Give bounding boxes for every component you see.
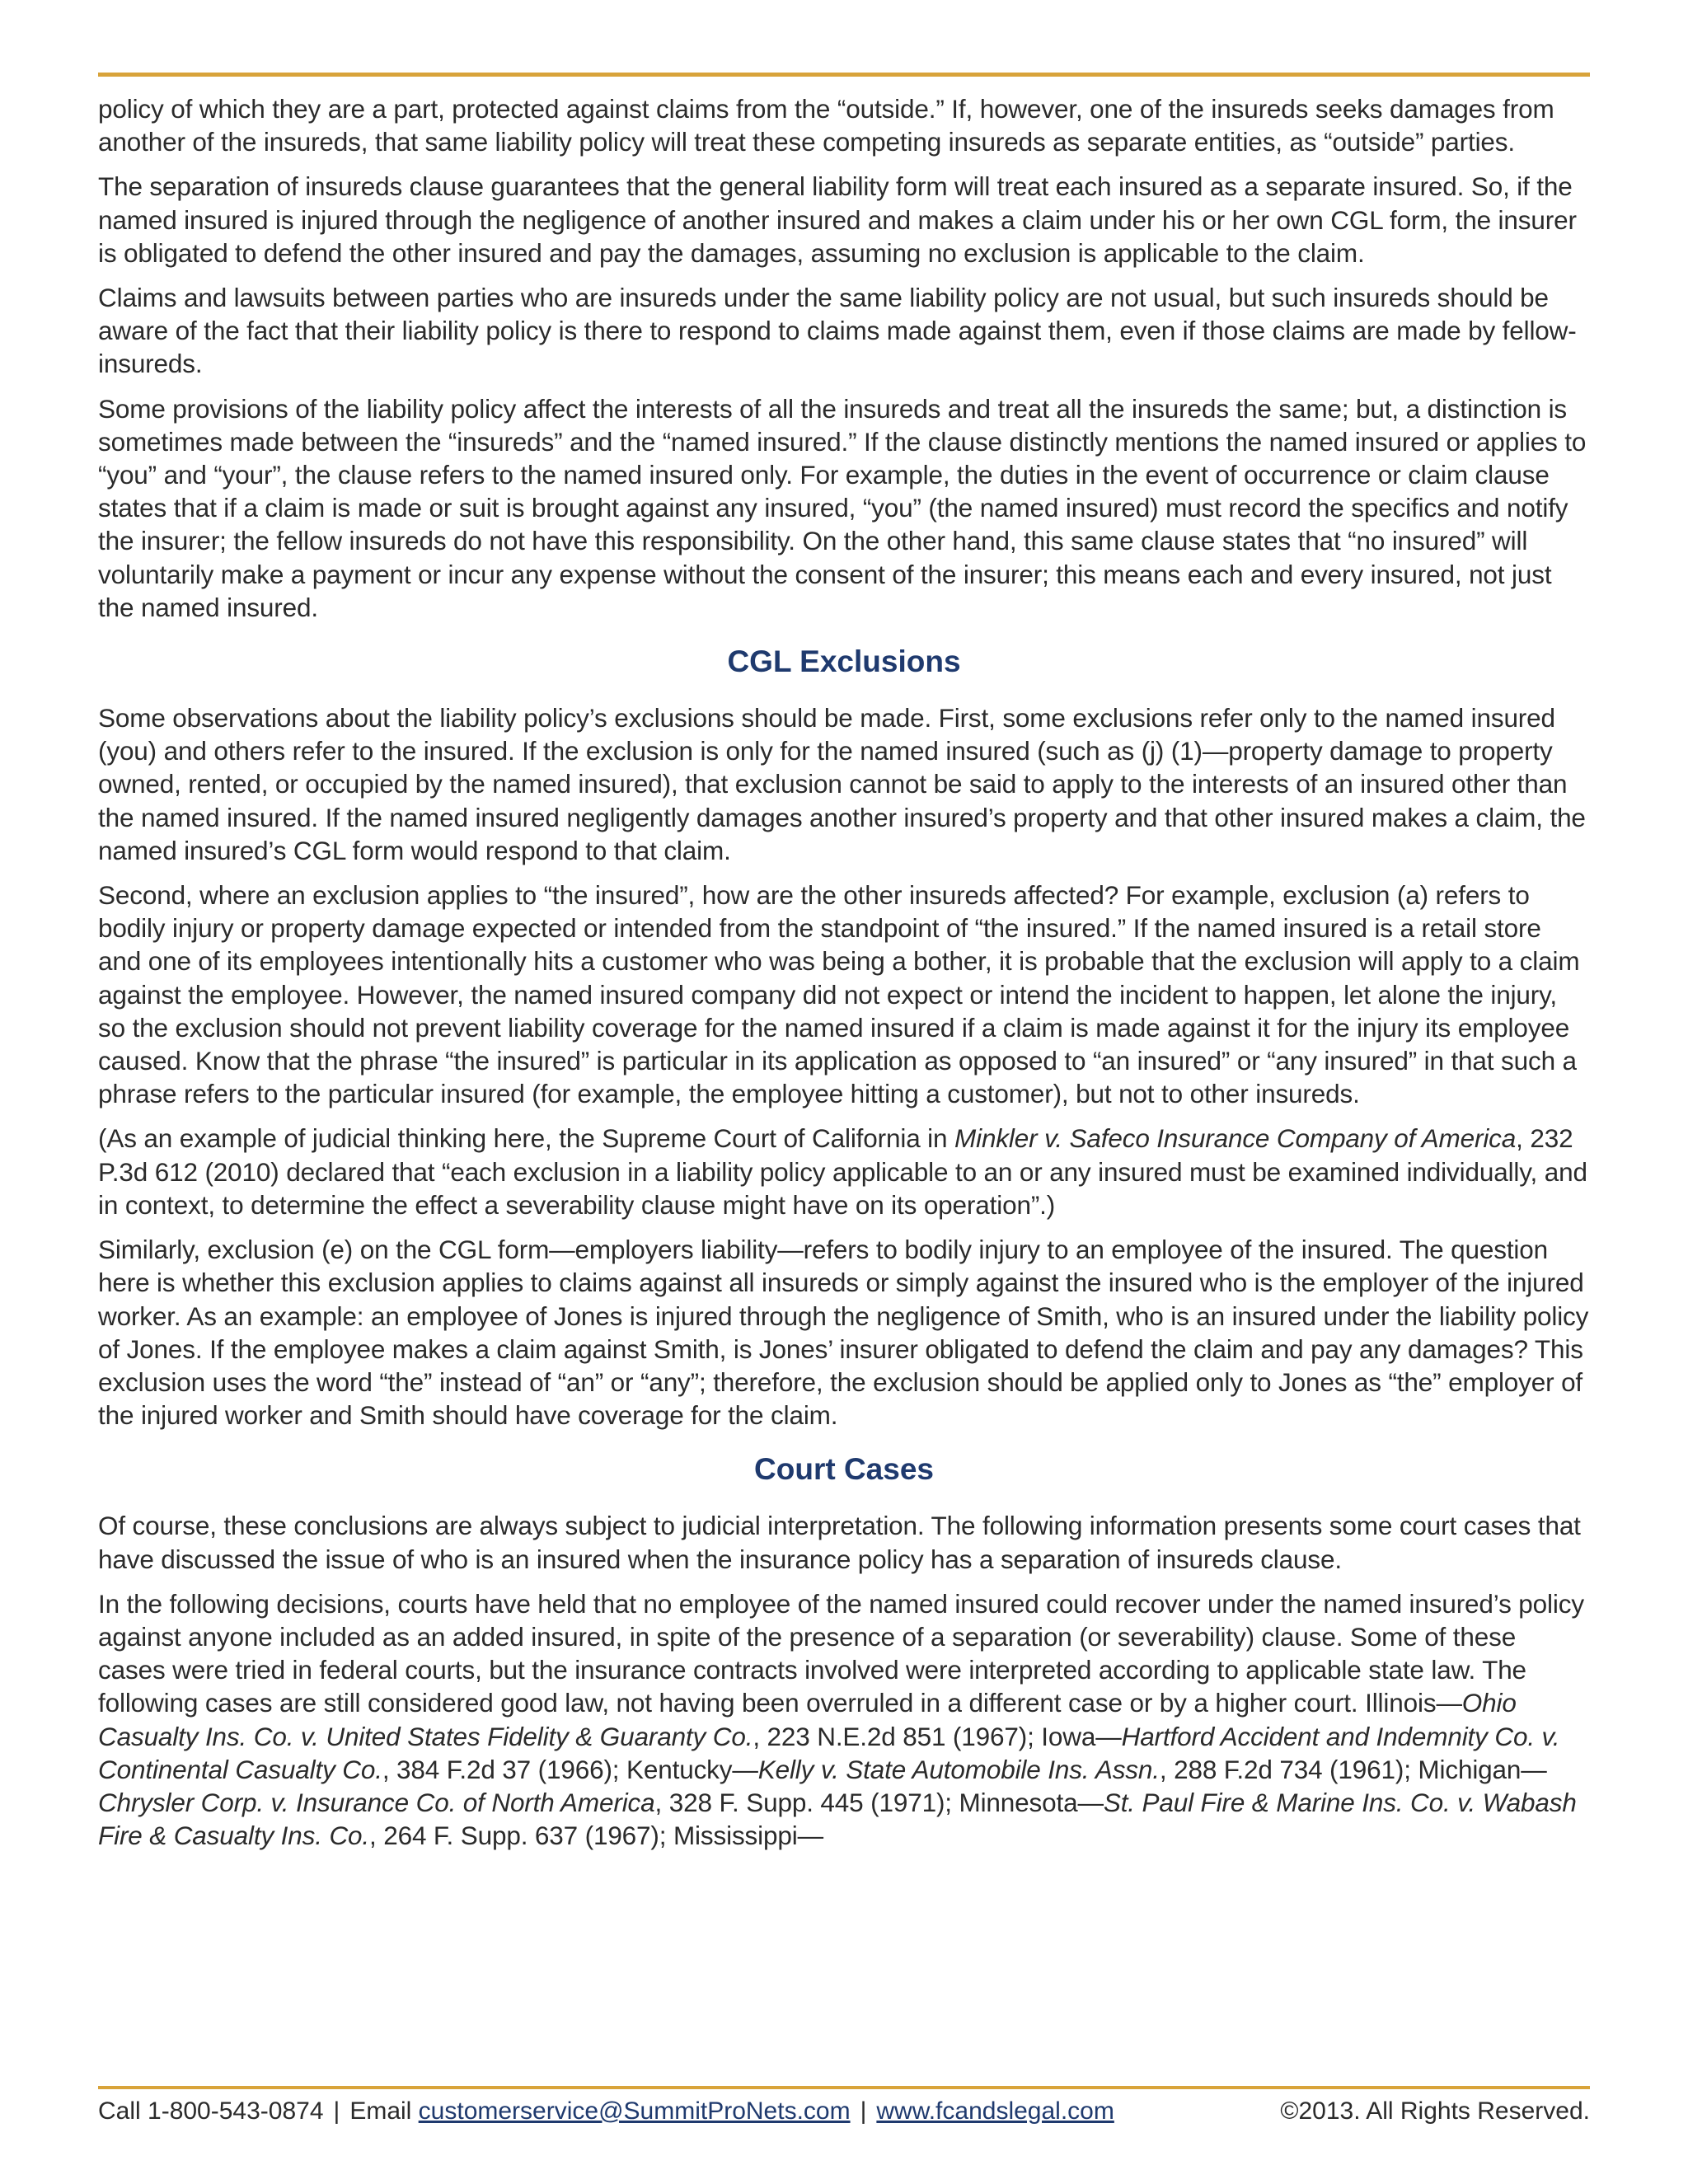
body-paragraph: The separation of insureds clause guarantees that the general liability form will treat each insured as a separate insured. So, if the named insured is injured through the negligence of another insured and makes a claim under his or her own CGL form, the insurer is obligated to defend the other insured and pay the damages, assuming no exclusion is applicable to the claim. bbox=[98, 171, 1577, 268]
top-rule bbox=[98, 73, 1590, 77]
case-name: Ohio Casualty Ins. Co. v. United States Fidelity & Guaranty Co. bbox=[98, 1688, 1517, 1751]
footer-phone: Call 1-800-543-0874 bbox=[98, 2097, 324, 2125]
state-label: Michigan— bbox=[1418, 1754, 1547, 1784]
minkler-case-name: Minkler v. Safeco Insurance Company of America bbox=[954, 1123, 1517, 1154]
state-label: Minnesota— bbox=[959, 1787, 1104, 1817]
section-heading-court-cases: Court Cases bbox=[754, 1452, 934, 1487]
case-name: Kelly v. State Automobile Ins. Assn. bbox=[757, 1754, 1160, 1784]
body-paragraph: Similarly, exclusion (e) on the CGL form—employers liability—refers to bodily injury to an employee of the insured. The question here is whether this exclusion applies to claims against all insureds or simply against the insured who is the employer of the injured worker. As an example: an employee of Jones is injured through the negligence of Smith, who is an insured under the liability policy of Jones. If the employee makes a claim against Smith, is Jones’ insurer obligated to defend the claim and pay any damages? This exclusion uses the word “the” instead of “an” or “any”; therefore, the exclusion should be applied only to Jones as “the” employer of the injured worker and Smith should have coverage for the claim. bbox=[98, 1235, 1589, 1431]
section-heading-cgl-exclusions: CGL Exclusions bbox=[727, 644, 961, 679]
footer-contact bbox=[98, 2093, 1114, 2130]
footer-website-link[interactable]: www.fcandslegal.com bbox=[876, 2097, 1114, 2125]
case-citation: , 288 F.2d 734 (1961); bbox=[1159, 1754, 1418, 1784]
case-name: Hartford Accident and Indemnity Co. v. Continental Casualty Co. bbox=[98, 1721, 1560, 1784]
case-citation: , 384 F.2d 37 (1966); bbox=[382, 1754, 626, 1784]
body-paragraph: Some observations about the liability policy’s exclusions should be made. First, some exclusions refer only to the named insured (you) and others refer to the insured. If the exclusion is only for the named insured (such as (j) (1)—property damage to property owned, rented, or occupied by the named insured), that exclusion cannot be said to apply to the interests of an insured other than the named insured. If the named insured negligently damages another insured’s property and that other insured makes a claim, the named insured’s CGL form would respond to that claim. bbox=[98, 703, 1586, 865]
court-cases-intro: In the following decisions, courts have held that no employee of the named insured could recover under the named insured’s policy against anyone included as an added insured, in spite of the presence of a separation (or severability) clause. Some of these cases were tried in federal courts, but the insurance contracts involved were interpreted according to applicable state law. The following cases are still considered good law, not having been overruled in a different case or by a higher court. bbox=[98, 1588, 1584, 1718]
article-body bbox=[98, 92, 1590, 1863]
body-paragraph: Claims and lawsuits between parties who are insureds under the same liability policy are not usual, but such insureds should be aware of the fact that their liability policy is there to respond to claims made against them, even if those claims are made by fellow-insureds. bbox=[98, 283, 1577, 379]
state-label: Mississippi— bbox=[673, 1821, 823, 1851]
page-footer bbox=[98, 2093, 1590, 2130]
case-citation: , 264 F. Supp. 637 (1967); bbox=[369, 1821, 673, 1851]
minkler-paragraph bbox=[98, 1122, 1590, 1221]
state-label: Iowa— bbox=[1041, 1721, 1122, 1751]
footer-email-link[interactable]: customerservice@SummitProNets.com bbox=[418, 2097, 851, 2125]
court-cases-paragraph bbox=[98, 1587, 1590, 1853]
minkler-text-after: , 232 P.3d 612 (2010) declared that “each exclusion in a liability policy applicable to an or any insured must be examined individually, and in context, to determine the effect a severability clause might have on its operation”.) bbox=[98, 1123, 1587, 1220]
body-paragraph: Second, where an exclusion applies to “the insured”, how are the other insureds affected? For example, exclusion (a) refers to bodily injury or property damage expected or intended from the standpoint of “the insured.” If the named insured is a retail store and one of its employees intentionally hits a customer who was being a bother, it is probable that the exclusion will apply to a claim against the employee. However, the named insured company did not expect or intend the incident to happen, let alone the injury, so the exclusion should not prevent liability coverage for the named insured if a claim is made against it for the injury its employee caused. Know that the phrase “the insured” is particular in its application as opposed to “an insured” or “any insured” in that such a phrase refers to the particular insured (for example, the employee hitting a customer), but not to other insureds. bbox=[98, 880, 1580, 1109]
state-label: Kentucky— bbox=[626, 1754, 758, 1784]
footer-copyright: ©2013. All Rights Reserved. bbox=[1280, 2097, 1590, 2125]
case-citation: , 328 F. Supp. 445 (1971); bbox=[654, 1787, 959, 1817]
footer-email-label: Email bbox=[349, 2097, 419, 2125]
minkler-text-before: (As an example of judicial thinking here, the Supreme Court of California in bbox=[98, 1123, 954, 1154]
body-paragraph: Some provisions of the liability policy affect the interests of all the insureds and treat all the insureds the same; but, a distinction is sometimes made between the “insureds” and the “named insured.” If the clause distinctly mentions the named insured or applies to “you” and “your”, the clause refers to the named insured only. For example, the duties in the event of occurrence or claim clause states that if a claim is made or suit is brought against any insured, “you” (the named insured) must record the specifics and notify the insurer; the fellow insureds do not have this responsibility. On the other hand, this same clause states that “no insured” will voluntarily make a payment or incur any expense without the consent of the insurer; this means each and every insured, not just the named insured. bbox=[98, 393, 1587, 622]
case-name: Chrysler Corp. v. Insurance Co. of North America bbox=[98, 1787, 655, 1817]
footer-divider: | bbox=[860, 2097, 867, 2125]
body-paragraph: Of course, these conclusions are always subject to judicial interpretation. The following information presents some court cases that have discussed the issue of who is an insured when the insurance policy has a separation of insureds clause. bbox=[98, 1511, 1581, 1574]
case-citation: , 223 N.E.2d 851 (1967); bbox=[753, 1721, 1042, 1751]
case-name: St. Paul Fire & Marine Ins. Co. v. Wabash Fire & Casualty Ins. Co. bbox=[98, 1787, 1577, 1851]
footer-divider: | bbox=[333, 2097, 340, 2125]
body-paragraph: policy of which they are a part, protected against claims from the “outside.” If, however, one of the insureds seeks damages from another of the insureds, that same liability policy will treat these competing insureds as separate entities, as “outside” parties. bbox=[98, 94, 1554, 157]
state-label: Illinois— bbox=[1365, 1688, 1462, 1718]
bottom-rule bbox=[98, 2086, 1590, 2089]
